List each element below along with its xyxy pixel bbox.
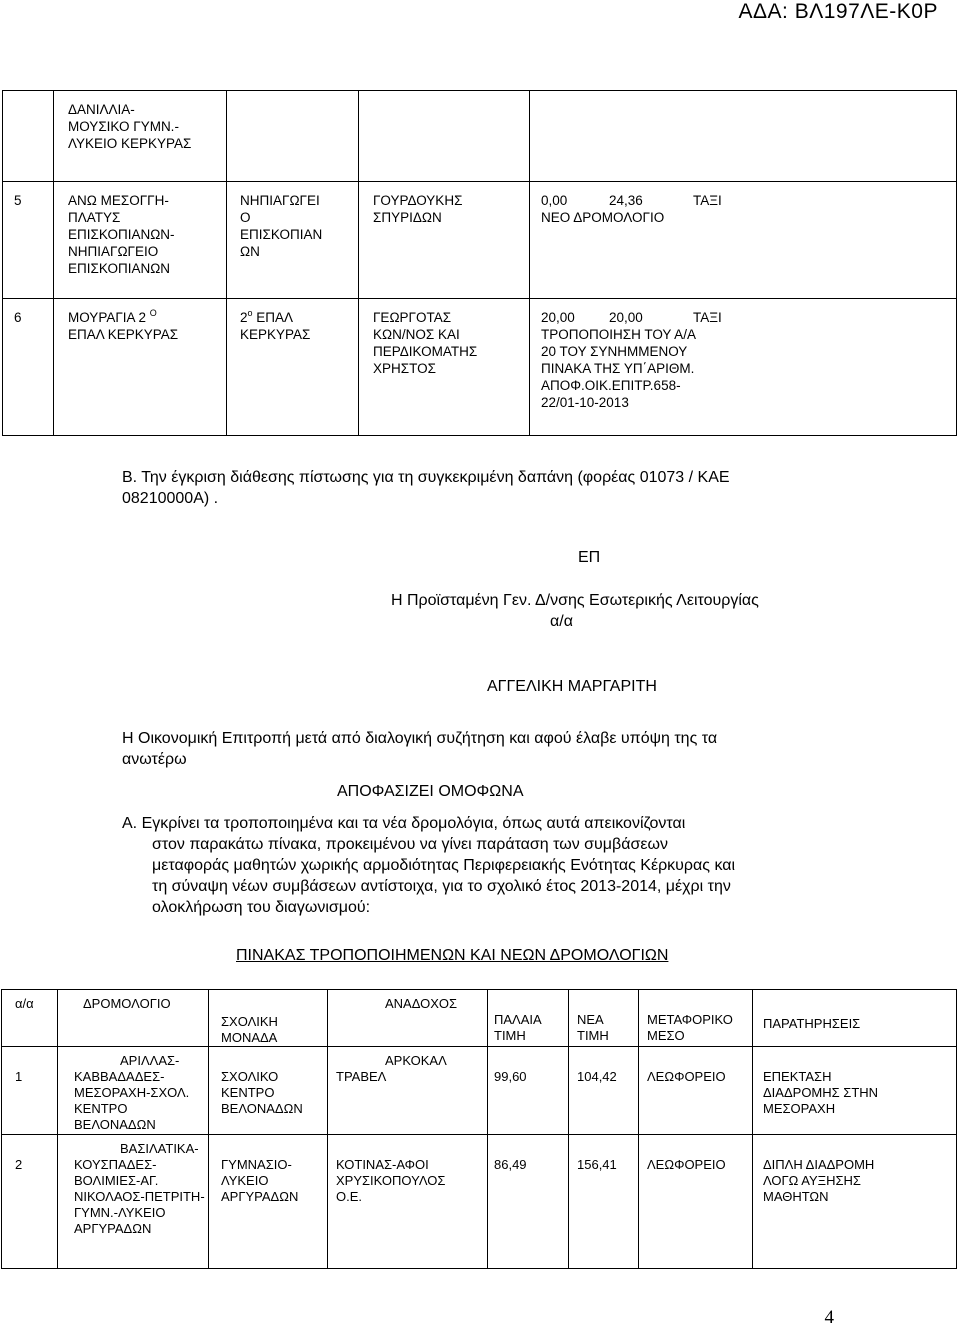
- contractor-line: ΚΩΝ/ΝΟΣ ΚΑΙ: [373, 327, 460, 342]
- school-line: ΝΗΠΙΑΓΩΓΕΙ: [240, 193, 320, 208]
- header-old-price: ΠΑΛΑΙΑ ΤΙΜΗ: [488, 990, 569, 1047]
- modified-routes-table: [1, 989, 957, 1269]
- cell-route: ΑΡΙΛΛΑΣ- ΚΑΒΒΑΔΑΔΕΣ- ΜΕΣΟΡΑΧΗ-ΣΧΟΛ. ΚΕΝΤΡΟ ΒΕΛΟΝΑΔΩΝ: [58, 1047, 209, 1135]
- notes: ΝΕΟ ΔΡΟΜΟΛΟΓΙΟ: [541, 210, 665, 225]
- header-num: α/α: [2, 990, 58, 1047]
- cell-new-price: 104,42: [569, 1047, 639, 1135]
- cell-old-price: 99,60: [488, 1047, 569, 1135]
- head-title: Η Προϊσταμένη Γεν. Δ/νσης Εσωτερικής Λειτουργίας α/α: [391, 592, 759, 630]
- header-route: ΔΡΟΜΟΛΟΓΙΟ: [58, 990, 209, 1047]
- header-contractor: ΑΝΑΔΟΧΟΣ: [328, 990, 488, 1047]
- route-line: ΕΠΑΛ ΚΕΡΚΥΡΑΣ: [68, 327, 179, 342]
- old-price: 20,00: [541, 310, 575, 325]
- cell-contractor: ΚΟΤΙΝΑΣ-ΑΦΟΙ ΧΡΥΣΙΚΟΠΟΥΛΟΣ Ο.Ε.: [328, 1135, 488, 1269]
- cell-old-price: 86,49: [488, 1135, 569, 1269]
- school-line: ΩΝ: [240, 244, 260, 259]
- contractor-line: ΧΡΗΣΤΟΣ: [373, 361, 436, 376]
- route-line: ΠΛΑΤΥΣ: [68, 210, 121, 225]
- cell-contractor: [359, 299, 530, 436]
- cell-route: [54, 182, 227, 299]
- cell-school: ΓΥΜΝΑΣΙΟ- ΛΥΚΕΙΟ ΑΡΓΥΡΑΔΩΝ: [209, 1135, 328, 1269]
- paragraph-a: Α. Εγκρίνει τα τροποποιημένα και τα νέα δρομολόγια, όπως αυτά απεικονίζονται στον παρακάτω πίνακα, προκειμένου να γίνει παράταση των συμβάσεων μεταφοράς μαθητών χωρικής αρμοδιότητας Περιφερειακής Ενότητας Κέρκυρας και τη σύναψη νέων συμβάσεων αντίστοιχα, για το σχολικό έτος 2013-2014, μέχρι την ολοκλήρωση του διαγωνισμού:: [122, 815, 736, 916]
- cell-values: [530, 182, 957, 299]
- contractor-line: ΓΟΥΡΔΟΥΚΗΣ: [373, 193, 463, 208]
- route-line: ΜΟΥΣΙΚΟ ΓΥΜΝ.-: [68, 119, 179, 134]
- table-row: [3, 182, 957, 299]
- cell-contractor: [359, 182, 530, 299]
- table-row: [2, 1135, 957, 1269]
- route-line: ΛΥΚΕΙΟ ΚΕΡΚΥΡΑΣ: [68, 136, 192, 151]
- old-price: 0,00: [541, 193, 568, 208]
- cell-school: [227, 182, 359, 299]
- cell-num: 6: [3, 299, 54, 436]
- signatory-name: ΑΓΓΕΛΙΚΗ ΜΑΡΓΑΡΙΤΗ: [487, 678, 657, 695]
- cell-route: ΒΑΣΙΛΑΤΙΚΑ- ΚΟΥΣΠΑΔΕΣ- ΒΟΛΙΜΙΕΣ-ΑΓ. ΝΙΚΟΛΑΟΣ-ΠΕΤΡΙΤΗ- ΓΥΜΝ.-ΛΥΚΕΙΟ ΑΡΓΥΡΑΔΩΝ: [58, 1135, 209, 1269]
- route-line: ΝΗΠΙΑΓΩΓΕΙΟ: [68, 244, 159, 259]
- cell-num: 2: [2, 1135, 58, 1269]
- committee-paragraph: Η Οικονομική Επιτροπή μετά από διαλογική συζήτηση και αφού έλαβε υπόψη της τα ανωτέρω: [122, 730, 718, 768]
- contractor-line: ΠΕΡΔΙΚΟΜΑΤΗΣ: [373, 344, 478, 359]
- cell-new-price: 156,41: [569, 1135, 639, 1269]
- header-school: ΣΧΟΛΙΚΗ ΜΟΝΑΔΑ: [209, 990, 328, 1047]
- cell-route: [54, 91, 227, 182]
- page-number: 4: [824, 1307, 834, 1328]
- route-line: ΕΠΙΣΚΟΠΙΑΝΩΝ: [68, 261, 171, 276]
- cell-num: 1: [2, 1047, 58, 1135]
- cell-num: [3, 91, 54, 182]
- route-line: ΜΟΥΡΑΓΙΑ 2 $^O$: [68, 308, 157, 325]
- header-new-price: ΝΕΑ ΤΙΜΗ: [569, 990, 639, 1047]
- cell-school: [227, 299, 359, 436]
- cell-notes: ΔΙΠΛΗ ΔΙΑΔΡΟΜΗ ΛΟΓΩ ΑΥΞΗΣΗΣ ΜΑΘΗΤΩΝ: [753, 1135, 957, 1269]
- table-title: ΠΙΝΑΚΑΣ ΤΡΟΠΟΠΟΙΗΜΕΝΩΝ ΚΑΙ ΝΕΩΝ ΔΡΟΜΟΛΟΓΙΩΝ: [236, 947, 669, 964]
- contractor-line: ΣΠΥΡΙΔΩΝ: [373, 210, 442, 225]
- decision-heading: ΑΠΟΦΑΣΙΖΕΙ ΟΜΟΦΩΝΑ: [337, 783, 524, 800]
- cell-school: [227, 91, 359, 182]
- route-line: ΔΑΝΙΛΛΙΑ-: [68, 102, 135, 117]
- cell-contractor: [359, 91, 530, 182]
- table-row: [3, 91, 957, 182]
- cell-route: [54, 299, 227, 436]
- vehicle: ΤΑΞΙ: [693, 193, 722, 208]
- notes: ΤΡΟΠΟΠΟΙΗΣΗ ΤΟΥ Α/Α 20 ΤΟΥ ΣΥΝΗΜΜΕΝΟΥ ΠΙΝΑΚΑ ΤΗΣ ΥΠ΄ΑΡΙΘΜ. ΑΠΟΦ.ΟΙΚ.ΕΠΙΤΡ.658- 22/01-10-2013: [541, 327, 696, 410]
- header-notes: ΠΑΡΑΤΗΡΗΣΕΙΣ: [753, 990, 957, 1047]
- school-line: $2^o$ ΕΠΑΛ: [240, 308, 294, 325]
- cell-school: ΣΧΟΛΙΚΟ ΚΕΝΤΡΟ ΒΕΛΟΝΑΔΩΝ: [209, 1047, 328, 1135]
- new-price: 20,00: [609, 310, 643, 325]
- school-line: ΕΠΙΣΚΟΠΙΑΝ: [240, 227, 323, 242]
- school-line: ΚΕΡΚΥΡΑΣ: [240, 327, 311, 342]
- new-price: 24,36: [609, 193, 643, 208]
- table-header-row: [2, 990, 957, 1047]
- header-vehicle: ΜΕΤΑΦΟΡΙΚΟ ΜΕΣΟ: [639, 990, 753, 1047]
- cell-num: 5: [3, 182, 54, 299]
- school-line: Ο: [240, 210, 251, 225]
- ada-header: ΑΔΑ: ΒΛ197ΛΕ-Κ0Ρ: [738, 0, 938, 23]
- cell-vehicle: ΛΕΩΦΟΡΕΙΟ: [639, 1047, 753, 1135]
- cell-vehicle: ΛΕΩΦΟΡΕΙΟ: [639, 1135, 753, 1269]
- cell-notes: ΕΠΕΚΤΑΣΗ ΔΙΑΔΡΟΜΗΣ ΣΤΗΝ ΜΕΣΟΡΑΧΗ: [753, 1047, 957, 1135]
- paragraph-b: Β. Την έγκριση διάθεσης πίστωσης για τη συγκεκριμένη δαπάνη (φορέας 01073 / ΚΑΕ 08210000Α) .: [122, 469, 730, 507]
- route-line: ΕΠΙΣΚΟΠΙΑΝΩΝ-: [68, 227, 175, 242]
- cell-contractor: ΑΡΚΟΚΑΛ ΤΡΑΒΕΛ: [328, 1047, 488, 1135]
- ep-mark: ΕΠ: [578, 549, 601, 566]
- vehicle: ΤΑΞΙ: [693, 310, 722, 325]
- contractor-line: ΓΕΩΡΓΟΤΑΣ: [373, 310, 452, 325]
- cell-values: [530, 299, 957, 436]
- table-row: [3, 299, 957, 436]
- routes-table-continued: [2, 90, 957, 436]
- cell-values: [530, 91, 957, 182]
- table-row: [2, 1047, 957, 1135]
- route-line: ΑΝΩ ΜΕΣΟΓΓΗ-: [68, 193, 169, 208]
